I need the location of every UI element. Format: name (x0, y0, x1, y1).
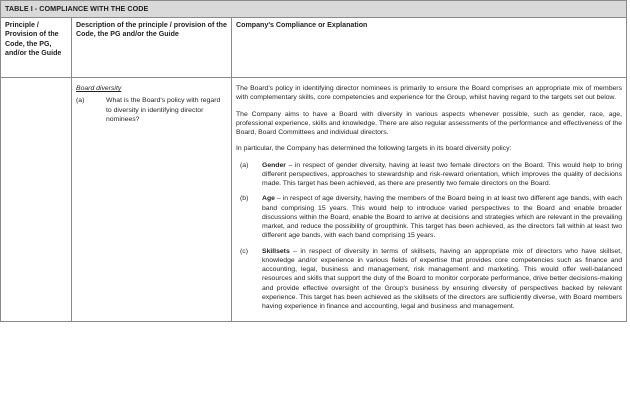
target-item-age (236, 194, 622, 240)
answer-paragraph-1: The Board's policy in identifying director nominees is primarily to ensure the Board comprises an appropriate mix of members with complementary skills, core competencies and experience for the Group, whilst having regard to the targets set out below. (236, 85, 623, 102)
item-label: (a) (240, 161, 249, 169)
header-description: Description of the principle / provision of the Code, the PG and/or the Guide (72, 18, 232, 78)
item-text: – in respect of gender diversity, having at least two female directors on the Board. This would help to bring different perspectives, approaches to stewardship and risk-reward orientation, which improves the quality of decisions made. This target has been achieved, as there are presently two female directors on the Board. (262, 161, 623, 187)
answer-paragraph-2: The Company aims to have a Board with diversity in various aspects whenever possible, such as gender, race, age, professional experience, skills and knowledge. There are also regular assessments of the performance and effectiveness of the Board, Board Committees and individual directors. (236, 110, 623, 136)
target-item-gender (236, 161, 622, 189)
header-principle: Principle / Provision of the Code, the PG, and/or the Guide (1, 18, 72, 78)
principle-cell (1, 78, 72, 322)
table-title: TABLE I - COMPLIANCE WITH THE CODE (1, 1, 627, 18)
header-compliance: Company's Compliance or Explanation (232, 18, 627, 78)
description-cell (72, 78, 232, 322)
item-text: – in respect of age diversity, having the members of the Board being in at least two different age bands, with each band comprising 15 years. This would help to introduce varied perspectives to the Board and enable broader discussions within the Board, enable the Board to arrive at decisions and strategies which are relevant in the prevailing market, and reduce the possibility of groupthink. This target has been achieved, as the directors fall within at least two different age bands, with each band comprising 15 years. (262, 195, 623, 240)
question-text: What is the Board's policy with regard to diversity in identifying director nominees? (106, 97, 221, 123)
item-term: Skillsets (262, 247, 290, 255)
item-label: (c) (240, 247, 248, 255)
question-label: (a) (76, 97, 85, 105)
header-row (1, 18, 627, 78)
answer-paragraph-3: In particular, the Company has determined the following targets in its board diversity policy: (236, 145, 512, 153)
target-item-skillsets (236, 247, 622, 312)
compliance-cell (232, 78, 627, 322)
item-text: – in respect of diversity in terms of skillsets, having an appropriate mix of directors who have skillset, knowledge and/or experience in various fields of expertise that provides core competencies such as finance and accounting, legal, business and management, risk management and marketing. This would offer well-balanced resources and skills that support the duty of the Board to monitor corporate performance, drive better decisions-making and provide effective oversight of the Group's business by ensuring diversity of perspectives backed by relevant experience. This target has been achieved as the skillsets of the directors are sufficiently diverse, with Board members having experience in finance and accounting, legal and business and management. (262, 247, 623, 310)
item-term: Gender (262, 161, 286, 169)
table-row (1, 78, 627, 322)
item-label: (b) (240, 195, 249, 203)
question (76, 96, 227, 124)
section-heading: Board diversity (76, 85, 122, 92)
item-term: Age (262, 195, 275, 203)
